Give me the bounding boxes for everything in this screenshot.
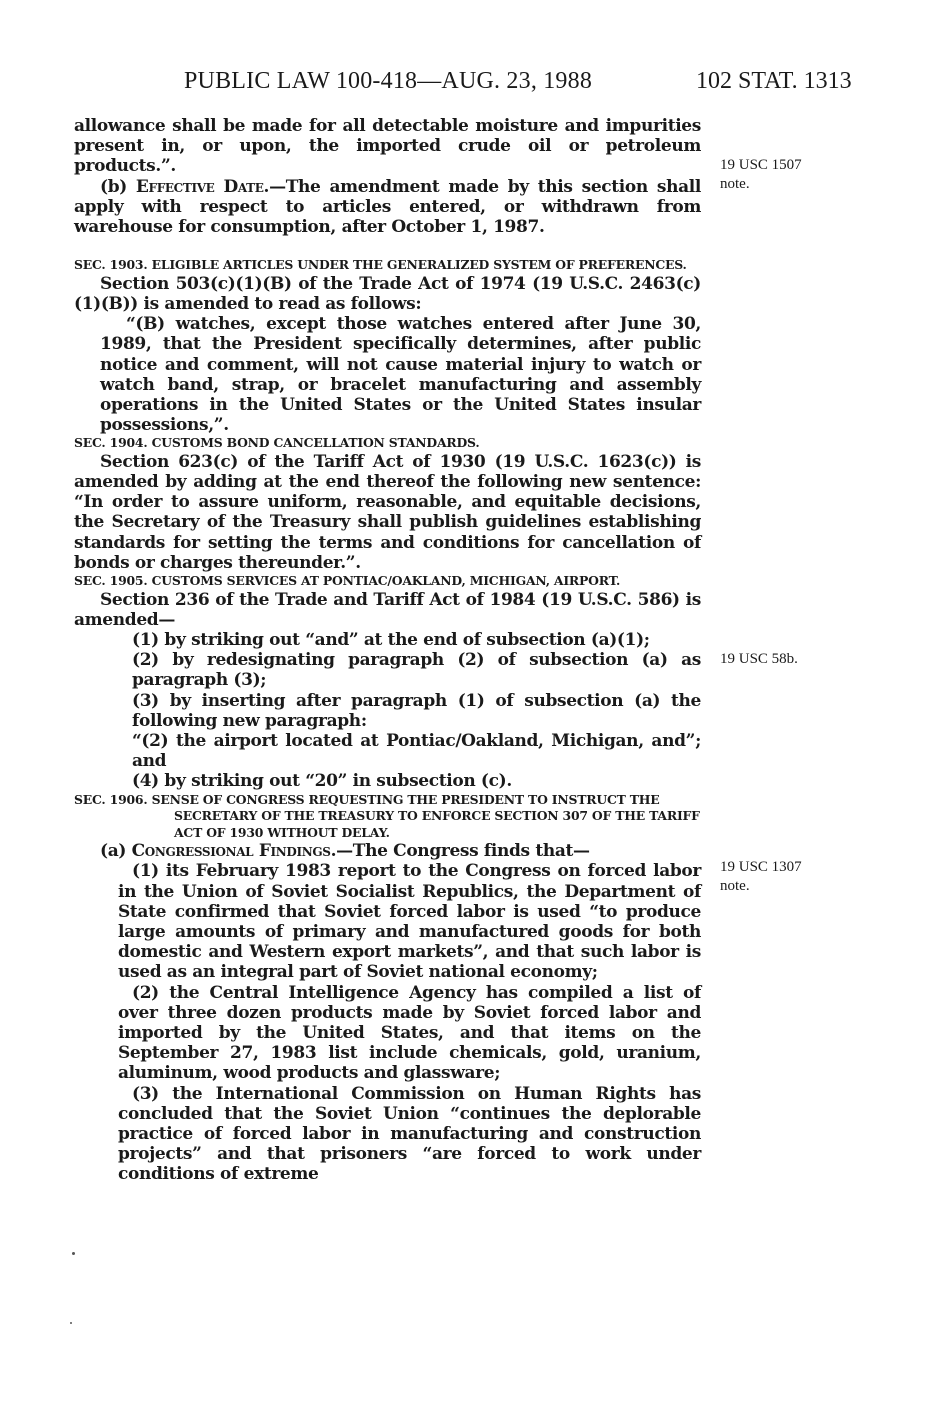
section-1905-item-4: (4) by striking out “20” in subsection (c).	[132, 771, 512, 792]
section-1905-item-1: (1) by striking out “and” at the end of subsection (a)(1);	[132, 629, 650, 650]
finding-1: (1) its February 1983 report to the Congress on forced labor in the Union of Soviet Socialist Republics, the Department of State confirmed that Soviet forced labor is used “to produce large amounts of primary and manufactured goods for both domestic and Western export markets”, and that such labor is used as an integral part of Soviet national economy;	[118, 861, 701, 983]
margin-note-line: 19 USC 1507	[720, 157, 802, 173]
section-1905-heading: SEC. 1905. CUSTOMS SERVICES AT PONTIAC/OAKLAND, MICHIGAN, AIRPORT.	[74, 573, 621, 589]
finding-3: (3) the International Commission on Human Rights has concluded that the Soviet Union “continues the deplorable practice of forced labor in manufacturing and construction projects” and that prisoners “are forced to work under conditions of extreme	[118, 1083, 701, 1185]
subsection-b	[74, 177, 701, 238]
section-1903-heading: SEC. 1903. ELIGIBLE ARTICLES UNDER THE GENERALIZED SYSTEM OF PREFERENCES.	[74, 257, 687, 273]
section-1905-text: Section 236 of the Trade and Tariff Act of 1984 (19 U.S.C. 586) is amended—	[74, 589, 701, 630]
section-1903-text: Section 503(c)(1)(B) of the Trade Act of 1974 (19 U.S.C. 2463(c)(1)(B)) is amended to read as follows:	[74, 273, 701, 314]
scan-speck	[72, 1252, 75, 1255]
section-1905-item-3-quote: “(2) the airport located at Pontiac/Oakland, Michigan, and”; and	[132, 730, 701, 772]
margin-note-line: note.	[720, 878, 750, 894]
section-1906-subsection-a	[74, 841, 701, 861]
subsection-a-label: (a)	[100, 841, 132, 862]
subsection-b-text: —The amendment made by this section shall apply with respect to articles entered, or withdrawn from warehouse for consumption, after October 1, 1987.	[74, 176, 701, 238]
section-1904-heading: SEC. 1904. CUSTOMS BOND CANCELLATION STANDARDS.	[74, 435, 480, 451]
subsection-b-heading: Effective Date.	[135, 176, 270, 197]
section-1905-item-3: (3) by inserting after paragraph (1) of subsection (a) the following new paragraph:	[132, 690, 701, 731]
subsection-a-heading: Congressional Findings.	[131, 841, 337, 862]
margin-note-19usc1507	[720, 156, 840, 194]
section-1903-quote-text: “(B) watches, except those watches entered after June 30, 1989, that the President specifically determines, after public notice and comment, will not cause material injury to watch or watch band, strap, or bracelet manufacturing and assembly operations in the United States or the United States insular possessions,”.	[100, 314, 701, 436]
finding-2: (2) the Central Intelligence Agency has compiled a list of over three dozen products made by Soviet forced labor and imported by the United States, and that items on the September 27, 1983 list include chemicals, gold, uranium, aluminum, wood products and glassware;	[118, 982, 701, 1084]
margin-note-line: 19 USC 1307	[720, 859, 802, 875]
section-1905-item-2: (2) by redesignating paragraph (2) of subsection (a) as paragraph (3);	[132, 650, 701, 691]
page-header	[0, 0, 948, 110]
section-1906-heading: SEC. 1906. SENSE OF CONGRESS REQUESTING THE PRESIDENT TO INSTRUCT THE SECRETARY OF THE TREASURY TO ENFORCE SECTION 307 OF THE TARIFF ACT OF 1930 WITHOUT DELAY.	[74, 791, 700, 840]
continued-paragraph: allowance shall be made for all detectable moisture and impurities present in, or upon, the imported crude oil or petroleum products.”.	[74, 116, 701, 177]
margin-note-19usc58b	[720, 650, 840, 669]
subsection-a-text: —The Congress finds that—	[336, 841, 590, 862]
margin-note-line: 19 USC 58b.	[720, 651, 798, 667]
subsection-b-label: (b)	[100, 176, 136, 197]
margin-note-19usc1307	[720, 858, 840, 896]
scan-speck	[70, 1322, 72, 1324]
margin-note-line: note.	[720, 176, 750, 192]
page-title: PUBLIC LAW 100-418—AUG. 23, 1988	[184, 68, 593, 94]
main-text-column	[74, 116, 701, 1185]
section-1904-text: Section 623(c) of the Tariff Act of 1930 (19 U.S.C. 1623(c)) is amended by adding at the end thereof the following new sentence: “In order to assure uniform, reasonable, and equitable decisions, the Secretary of the Treasury shall publish guidelines establishing standards for setting the terms and conditions for cancellation of bonds or charges thereunder.”.	[74, 451, 701, 573]
section-1903-quote	[100, 314, 701, 435]
statute-page-number: 102 STAT. 1313	[696, 68, 852, 94]
